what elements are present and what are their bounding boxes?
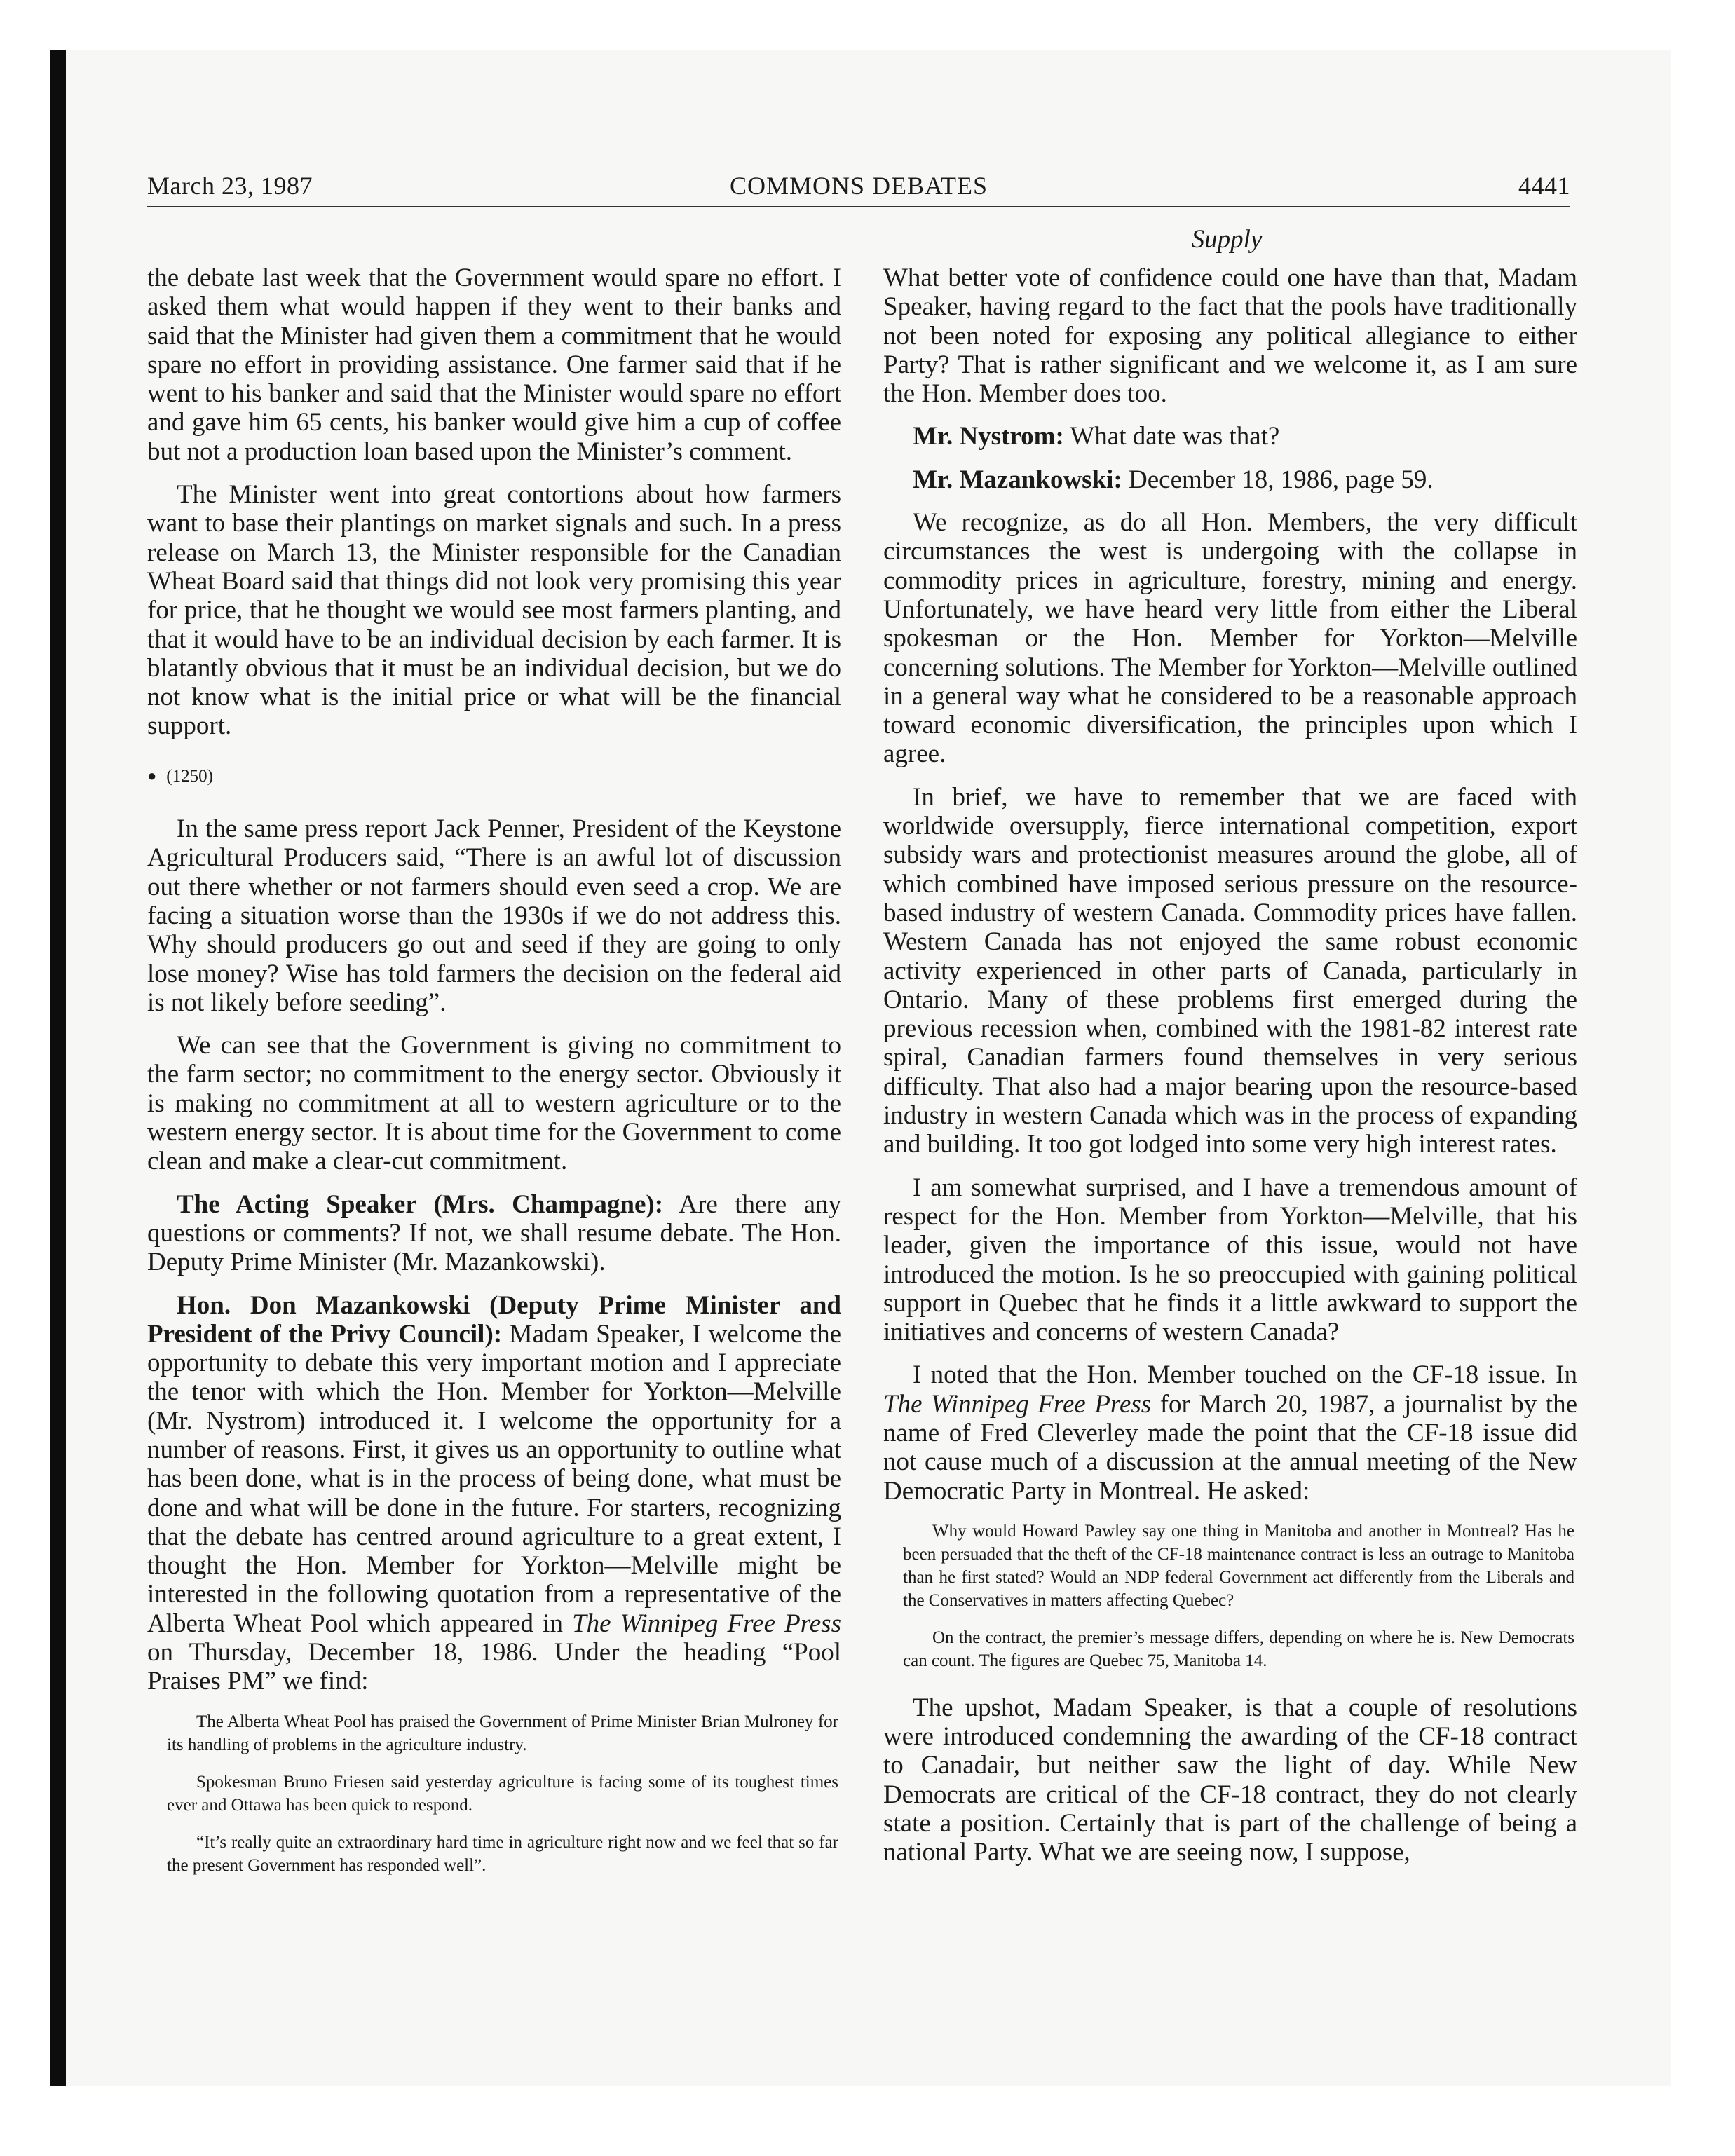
time-marker (147, 762, 841, 791)
paragraph: The upshot, Madam Speaker, is that a couple of resolutions were introduced condemning the awarding of the CF-18 contract to Canadair, but neither saw the light of day. While New Democrats are critical of the CF-18 contract, they do not clearly state a position. Certainly that is part of the challenge of being a national Party. What we are seeing now, I suppose, (883, 1693, 1577, 1867)
time-stamp: (1250) (166, 766, 213, 786)
speaker-name: Mr. Mazankowski: (913, 465, 1122, 494)
left-column (147, 264, 841, 1891)
speaker-name: Hon. Don Mazankowski (Deputy Prime Minister and President of the Privy Council): (147, 1290, 841, 1349)
block-quote: Spokesman Bruno Friesen said yesterday agriculture is facing some of its toughest times ever and Ottawa has been quick to respond. (167, 1772, 838, 1815)
bullet-icon: ● (147, 767, 157, 785)
speech (147, 1190, 841, 1277)
block-quote: On the contract, the premier’s message differs, depending on where he is. New Democrats can count. The figures are Quebec 75, Manitoba 14. (903, 1628, 1574, 1670)
publication-title: The Winnipeg Free Press (883, 1389, 1152, 1419)
right-column (883, 264, 1577, 1881)
publication-title: The Winnipeg Free Press (572, 1609, 841, 1638)
speech-text: What date was that? (1063, 422, 1280, 451)
block-quote: “It’s really quite an extraordinary hard time in agriculture right now and we feel that so far the present Government has responded well”. (167, 1832, 838, 1875)
paragraph: In brief, we have to remember that we are faced with worldwide oversupply, fierce international competition, export subsidy wars and protectionist measures around the globe, all of which combined have imposed serious pressure on the resource- based industry of western Canada. Commodity prices have fallen. Western Canada has not enjoyed the same robust economic activity experienced in other parts of Canada, particularly in Ontario. Many of these problems first emerged during the previous recession when, combined with the 1981-82 interest rate spiral, Canadian farmers found themselves in very serious difficulty. That also had a major bearing upon the resource-based industry in western Canada which was in the process of expanding and building. It too got lodged into some very high interest rates. (883, 782, 1577, 1159)
paragraph: The Minister went into great contortions about how farmers want to base their plantings on market signals and such. In a press release on March 13, the Minister responsible for the Canadian Wheat Board said that things did not look very promising this year for price, that he thought we would see most farmers planting, and that it would have to be an individual decision by each farmer. It is blatantly obvious that it must be an individual decision, but we do not know what is the initial price or what will be the financial support. (147, 480, 841, 741)
paragraph: I am somewhat surprised, and I have a tremendous amount of respect for the Hon. Member from Yorkton—Melville, that his leader, given the importance of this issue, would not have introduced the motion. Is he so preoccupied with gaining political support in Quebec that he finds it a little awkward to support the initiatives and concerns of western Canada? (883, 1173, 1577, 1347)
header-rule (147, 206, 1570, 207)
paragraph: In the same press report Jack Penner, President of the Keystone Agricultural Producers said, “There is an awful lot of discussion out there whether or not farmers should even seed a crop. We are facing a situation worse than the 1930s if we do not address this. Why should producers go out and seed if they are going to only lose money? Wise has told farmers the decision on the federal aid is not likely before seeding”. (147, 814, 841, 1017)
speech (883, 465, 1577, 494)
page-header (147, 171, 1570, 205)
speaker-name: Mr. Nystrom: (913, 422, 1064, 451)
speaker-name: The Acting Speaker (Mrs. Champagne): (177, 1189, 664, 1219)
header-title: COMMONS DEBATES (729, 172, 988, 200)
page-number: 4441 (1518, 172, 1570, 200)
speech-text: December 18, 1986, page 59. (1122, 465, 1434, 494)
speech-text: on Thursday, December 18, 1986. Under the heading “Pool Praises PM” we find: (147, 1638, 841, 1696)
paragraph: We can see that the Government is giving no commitment to the farm sector; no commitment to the energy sector. Obviously it is making no commitment at all to western agriculture or to the western energy sector. It is about time for the Government to come clean and make a clear-cut commitment. (147, 1031, 841, 1176)
speech (147, 1291, 841, 1696)
speech-text: Are there any questions or comments? If not, we shall resume debate. The Hon. Deputy Prime Minister (Mr. Mazankowski). (147, 1189, 842, 1277)
paragraph: the debate last week that the Government would spare no effort. I asked them what would happen if they went to their banks and said that the Minister had given them a commitment that he would spare no effort in providing assistance. One farmer said that if he went to his banker and said that the Minister would spare no effort and gave him 65 cents, his banker would give him a cup of coffee but not a production loan based upon the Minister’s comment. (147, 264, 841, 466)
speech (883, 422, 1577, 451)
block-quote: Why would Howard Pawley say one thing in Manitoba and another in Montreal? Has he been persuaded that the theft of the CF-18 maintenance contract is less an outrage to Manitoba than he first stated? Would an NDP federal Government act differently from the Liberals and the Conservatives in matters affecting Quebec? (903, 1521, 1574, 1610)
paragraph (883, 1360, 1577, 1505)
speech-text: Madam Speaker, I welcome the opportunity to debate this very important motion and I appreciate the tenor with which the Hon. Member for Yorkton—Melville (Mr. Nystrom) introduced it. I welcome the opportunity for a number of reasons. First, it gives us an opportunity to outline what has been done, what is in the process of being done, what must be done and what will be done in the future. For starters, recognizing that the debate has centred around agriculture to a great extent, I thought the Hon. Member for Yorkton—Melville might be interested in the following quotation from a representative of the Alberta Wheat Pool which appeared in (147, 1319, 841, 1638)
scan-edge (50, 50, 66, 2086)
paragraph: What better vote of confidence could one have than that, Madam Speaker, having regard to the fact that the pools have traditionally not been noted for exposing any political allegiance to either Party? That is rather significant and we welcome it, as I am sure the Hon. Member does too. (883, 264, 1577, 409)
paragraph-text: I noted that the Hon. Member touched on the CF-18 issue. In (913, 1360, 1577, 1390)
header-date: March 23, 1987 (147, 172, 313, 200)
paragraph-text: for March 20, 1987, a journalist by the name of Fred Cleverley made the point that the CF-18 issue did not cause much of a discussion at the annual meeting of the New Democratic Party in Montreal. He asked: (883, 1389, 1577, 1506)
running-head: Supply (1191, 225, 1263, 254)
block-quote: The Alberta Wheat Pool has praised the Government of Prime Minister Brian Mulroney for its handling of problems in the agriculture industry. (167, 1712, 838, 1754)
paragraph: We recognize, as do all Hon. Members, the very difficult circumstances the west is undergoing with the collapse in commodity prices in agriculture, forestry, mining and energy. Unfortunately, we have heard very little from either the Liberal spokesman or the Hon. Member for Yorkton—Melville concerning solutions. The Member for Yorkton—Melville outlined in a general way what he considered to be a reasonable approach toward economic diversification, the principles upon which I agree. (883, 508, 1577, 769)
